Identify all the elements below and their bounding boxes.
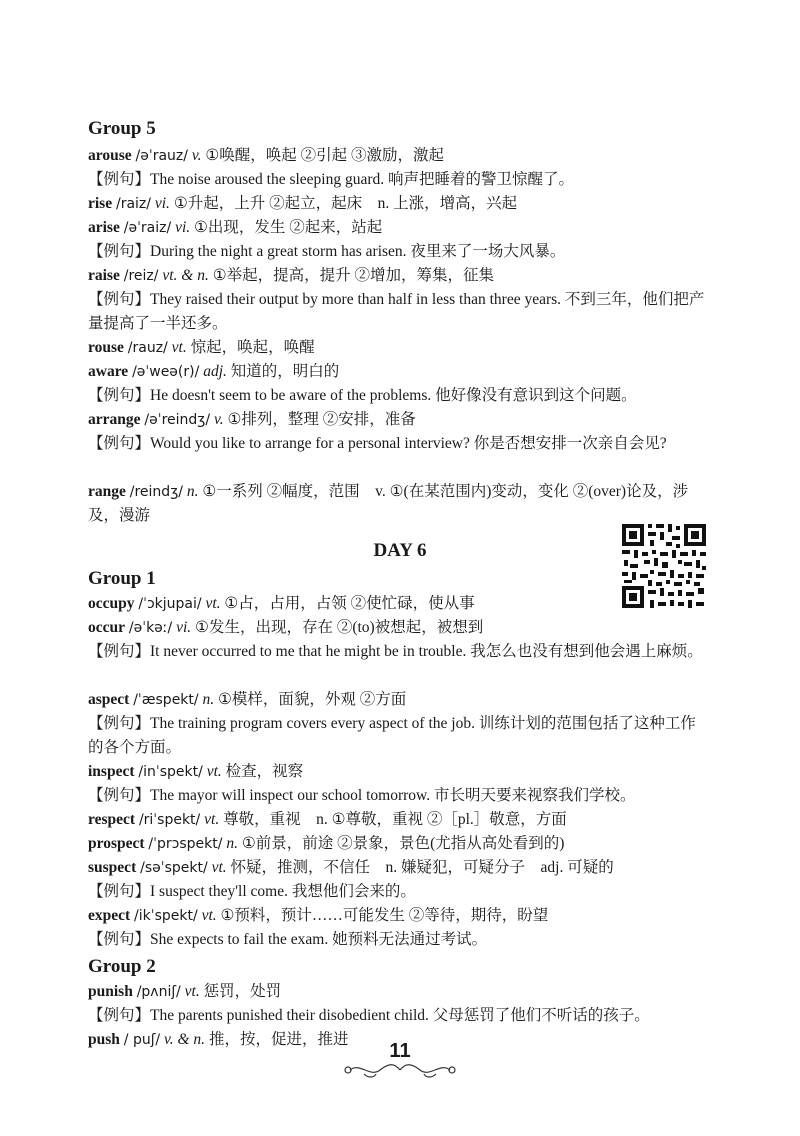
entry-word: respect [88, 811, 136, 828]
entry-phonetic: /ikˈspekt/ [134, 908, 198, 924]
entry-word: rouse [88, 339, 124, 356]
entry-definition: ①发生，出现，存在 ②(to)被想起，被想到 [195, 619, 484, 636]
page-footer [340, 1040, 460, 1080]
entry-prospect [88, 832, 710, 856]
entry-pos: n. [226, 835, 238, 852]
example-sentence: 【例句】The mayor will inspect our school tomorrow. 市长明天要来视察我们学校。 [88, 787, 636, 804]
entry-occupy [88, 592, 710, 616]
example-sentence: 【例句】It never occurred to me that he might be in trouble. 我怎么也没有想到他会遇上麻烦。 [88, 643, 703, 660]
entry-pos: vi. [154, 195, 170, 212]
entry-raise [88, 264, 710, 288]
entry-definition: 检查，视察 [225, 763, 304, 780]
entry-definition: ①预料，预计……可能发生 ②等待，期待，盼望 [220, 907, 549, 924]
entry-phonetic: /reindʒ/ [129, 484, 183, 500]
entry-rise [88, 192, 710, 216]
entry-rouse [88, 336, 710, 360]
entry-phonetic: /əˈraiz/ [123, 220, 172, 236]
entry-expect [88, 904, 710, 928]
entry-definition: ①占，占用，占领 ②使忙碌，使从事 [224, 595, 475, 612]
entry-pos: adj. [203, 363, 227, 380]
entry-word: occupy [88, 595, 135, 612]
entry-phonetic: /əˈrauz/ [135, 148, 188, 164]
entry-word: arise [88, 219, 120, 236]
entry-arouse [88, 144, 710, 168]
entry-phonetic: /ˈprɔspekt/ [148, 836, 223, 852]
entry-phonetic: /reiz/ [123, 268, 159, 284]
entry-definition: ①前景，前途 ②景象，景色(尤指从高处看到的) [241, 835, 565, 852]
entry-definition: 怀疑，推测，不信任 n. 嫌疑犯，可疑分子 adj. 可疑的 [230, 859, 614, 876]
entry-word: prospect [88, 835, 145, 852]
entry-word: range [88, 483, 126, 500]
example-sentence: 【例句】The training program covers every aspect of the job. 训练计划的范围包括了这种工作的各个方面。 [88, 715, 696, 756]
entry-pos: vi. [176, 619, 192, 636]
entry-word: raise [88, 267, 120, 284]
entry-definition: ①一系列 ②幅度，范围 v. ①(在某范围内)变动，变化 ②(over)论及，涉及，漫游 [88, 483, 689, 524]
entry-aspect [88, 688, 710, 712]
entry-pos: v. [191, 147, 202, 164]
entry-definition: 知道的，明白的 [230, 363, 340, 380]
entry-arise [88, 216, 710, 240]
entry-pos: vt. [184, 983, 200, 1000]
example-sentence: 【例句】The noise aroused the sleeping guard. 响声把睡着的警卫惊醒了。 [88, 171, 575, 188]
entry-phonetic: /əˈreindʒ/ [144, 412, 211, 428]
entry-word: aware [88, 363, 129, 380]
entry-word: inspect [88, 763, 135, 780]
entry-punish [88, 980, 710, 1004]
example-sentence: 【例句】She expects to fail the exam. 她预料无法通过考试。 [88, 931, 488, 948]
entry-pos: vi. [175, 219, 191, 236]
entry-occur [88, 616, 710, 640]
entry-word: arouse [88, 147, 132, 164]
entry-word: punish [88, 983, 133, 1000]
entry-definition: 惊起，唤起，唤醒 [190, 339, 315, 356]
entry-pos: n. [202, 691, 215, 708]
entry-pos: v. [213, 411, 224, 428]
entry-word: arrange [88, 411, 141, 428]
example-sentence: 【例句】The parents punished their disobedient child. 父母惩罚了他们不听话的孩子。 [88, 1007, 650, 1024]
entry-inspect [88, 760, 710, 784]
entry-phonetic: /əˈweə(r)/ [132, 364, 200, 380]
entry-pos: vt. [206, 763, 222, 780]
entry-pos: vt. [201, 907, 217, 924]
entry-pos: vt. [211, 859, 227, 876]
entry-word: expect [88, 907, 131, 924]
entry-phonetic: /riˈspekt/ [138, 812, 201, 828]
entry-word: rise [88, 195, 113, 212]
example-sentence: 【例句】Would you like to arrange for a personal interview? 你是否想安排一次亲自会见? [88, 435, 667, 452]
entry-phonetic: /rauz/ [127, 340, 168, 356]
entry-suspect [88, 856, 710, 880]
entry-respect [88, 808, 710, 832]
entry-word: occur [88, 619, 126, 636]
entry-pos: vt. [204, 811, 220, 828]
entry-pos: vt. & n. [162, 267, 209, 284]
example-sentence: 【例句】They raised their output by more than half in less than three years. 不到三年，他们把产量提高了一半还多。 [88, 291, 705, 332]
entry-definition: 尊敬，重视 n. ①尊敬，重视 ②［pl.］敬意，方面 [223, 811, 567, 828]
entry-pos: v. & n. [164, 1031, 206, 1048]
group-1-title: Group 1 [88, 568, 156, 589]
entry-definition: ①模样，面貌，外观 ②方面 [218, 691, 407, 708]
entry-pos: n. [186, 483, 199, 500]
entry-definition: ①排列，整理 ②安排，准备 [227, 411, 416, 428]
entry-definition: ①唤醒，唤起 ②引起 ③激励，激起 [205, 147, 444, 164]
scroll-ornament-icon [340, 1058, 460, 1080]
day-6-title: DAY 6 [373, 540, 427, 561]
entry-phonetic: / puʃ/ [123, 1032, 161, 1048]
entry-definition: ①升起，上升 ②起立，起床 n. 上涨，增高，兴起 [173, 195, 518, 212]
entry-phonetic: /ˈæspekt/ [133, 692, 199, 708]
entry-definition: ①举起，提高，提升 ②增加，筹集，征集 [212, 267, 494, 284]
entry-arrange [88, 408, 710, 432]
group-5-title: Group 5 [88, 118, 156, 139]
entry-definition: ①出现，发生 ②起来，站起 [194, 219, 383, 236]
example-sentence: 【例句】He doesn't seem to be aware of the problems. 他好像没有意识到这个问题。 [88, 387, 637, 404]
entry-pos: vt. [205, 595, 221, 612]
entry-phonetic: /inˈspekt/ [138, 764, 203, 780]
example-sentence: 【例句】During the night a great storm has arisen. 夜里来了一场大风暴。 [88, 243, 566, 260]
entry-phonetic: /raiz/ [115, 196, 151, 212]
entry-word: suspect [88, 859, 137, 876]
entry-word: aspect [88, 691, 130, 708]
entry-definition: 推，按，促进，推进 [208, 1031, 349, 1048]
entry-phonetic: /pʌniʃ/ [136, 984, 181, 1000]
example-sentence: 【例句】I suspect they'll come. 我想他们会来的。 [88, 883, 416, 900]
entry-aware [88, 360, 710, 384]
group-2-title: Group 2 [88, 956, 156, 977]
entry-pos: vt. [171, 339, 187, 356]
entry-word: push [88, 1031, 120, 1048]
entry-phonetic: /əˈkəː/ [128, 620, 173, 636]
entry-range [88, 480, 710, 528]
entry-definition: 惩罚，处罚 [203, 983, 282, 1000]
entry-phonetic: /səˈspekt/ [140, 860, 208, 876]
page-number: 11 [389, 1040, 411, 1062]
entry-phonetic: /ˈɔkjupai/ [138, 596, 202, 612]
